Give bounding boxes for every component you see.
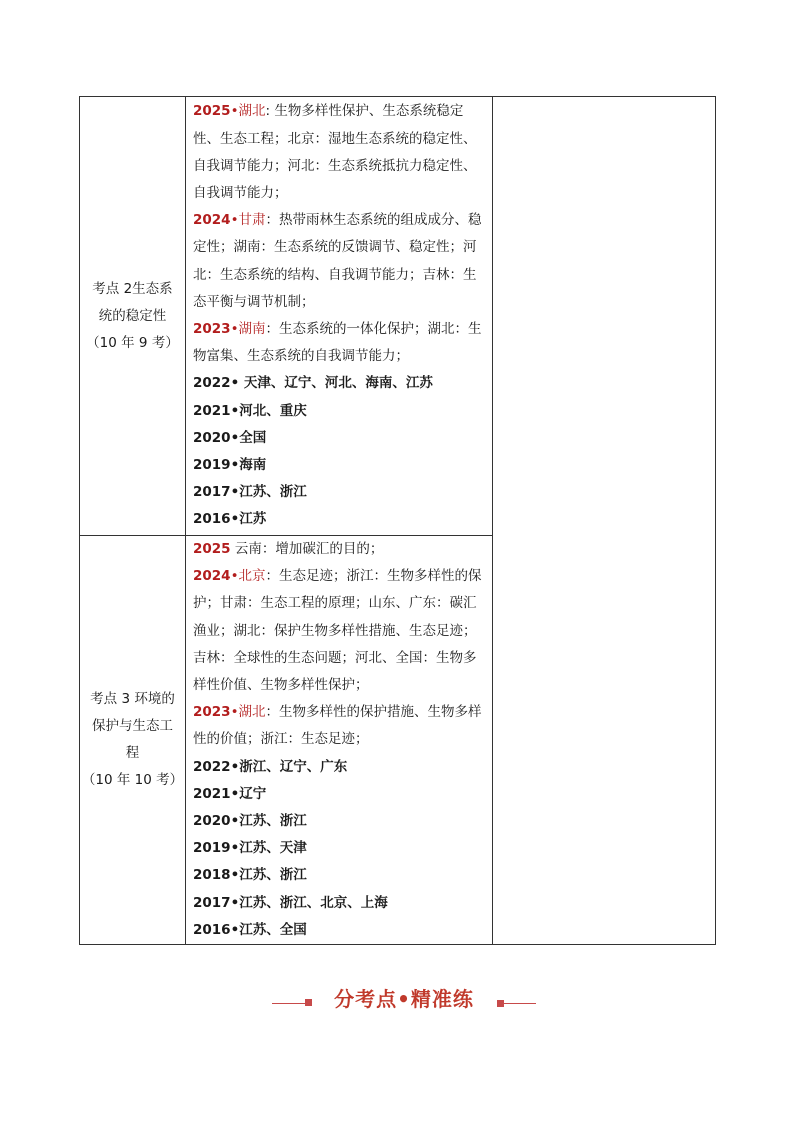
exam-record: 2021•河北、重庆 [193, 402, 307, 419]
exam-record: 2017•江苏、浙江 [193, 484, 307, 501]
exam-records-cell [186, 536, 493, 945]
section-title: 分考点•精准练 [334, 987, 474, 1011]
exam-record: 2023•湖北：生物多样性的保护措施、生物多样性的价值；浙江：生态足迹； [193, 704, 482, 748]
exam-record: 2024•北京：生态足迹；浙江：生物多样性的保护；甘肃：生态工程的原理；山东、广东：碳汇渔业；湖北：保护生物多样性措施、生态足迹；吉林：全球性的生态问题；河北、全国：生物多样性价值、生物多样性保护； [193, 568, 482, 694]
topic-cell [80, 536, 186, 945]
topic-frequency: （10 年 9 考） [86, 334, 179, 351]
exam-record: 2025•湖北: 生物多样性保护、生态系统稳定性、生态工程；北京：湿地生态系统的稳定性、自我调节能力；河北：生态系统抵抗力稳定性、自我调节能力； [193, 103, 477, 201]
topic-title-line: 统的稳定性 [98, 307, 167, 324]
exam-record: 2017•江苏、浙江、北京、上海 [193, 894, 388, 911]
exam-record: 2020•全国 [193, 429, 267, 446]
exam-record: 2019•海南 [193, 457, 267, 474]
table-row [80, 97, 716, 536]
exam-record: 2021•辽宁 [193, 785, 267, 802]
exam-record: 2022•浙江、辽宁、广东 [193, 758, 348, 775]
decorative-line [502, 1003, 536, 1004]
topic-title-line: 保护与生态工 [92, 718, 173, 735]
exam-record: 2020•江苏、浙江 [193, 813, 307, 830]
exam-records-cell [186, 97, 493, 536]
exam-record: 2023•湖南：生态系统的一体化保护；湖北：生物富集、生态系统的自我调节能力； [193, 321, 482, 365]
decorative-square-icon [305, 999, 312, 1006]
notes-cell [493, 97, 716, 945]
topic-title-line: 程 [125, 745, 140, 762]
exam-record: 2019•江苏、天津 [193, 840, 307, 857]
exam-topic-table [79, 96, 716, 945]
exam-record: 2025 云南：增加碳汇的目的； [193, 541, 384, 557]
exam-record: 2024•甘肃：热带雨林生态系统的组成成分、稳定性；湖南：生态系统的反馈调节、稳定性；河北：生态系统的结构、自我调节能力；吉林：生态平衡与调节机制； [193, 212, 482, 310]
exam-record: 2016•江苏 [193, 511, 267, 528]
section-heading [0, 983, 794, 1013]
exam-record: 2022• 天津、辽宁、河北、海南、江苏 [193, 375, 433, 392]
exam-record: 2018•江苏、浙江 [193, 867, 307, 884]
decorative-line [272, 1003, 306, 1004]
topic-title-line: 考点 2生态系 [92, 280, 173, 297]
exam-record: 2016•江苏、全国 [193, 921, 307, 938]
topic-title-line: 考点 3 环境的 [90, 691, 175, 708]
topic-frequency: （10 年 10 考） [81, 772, 184, 789]
topic-cell [80, 97, 186, 536]
